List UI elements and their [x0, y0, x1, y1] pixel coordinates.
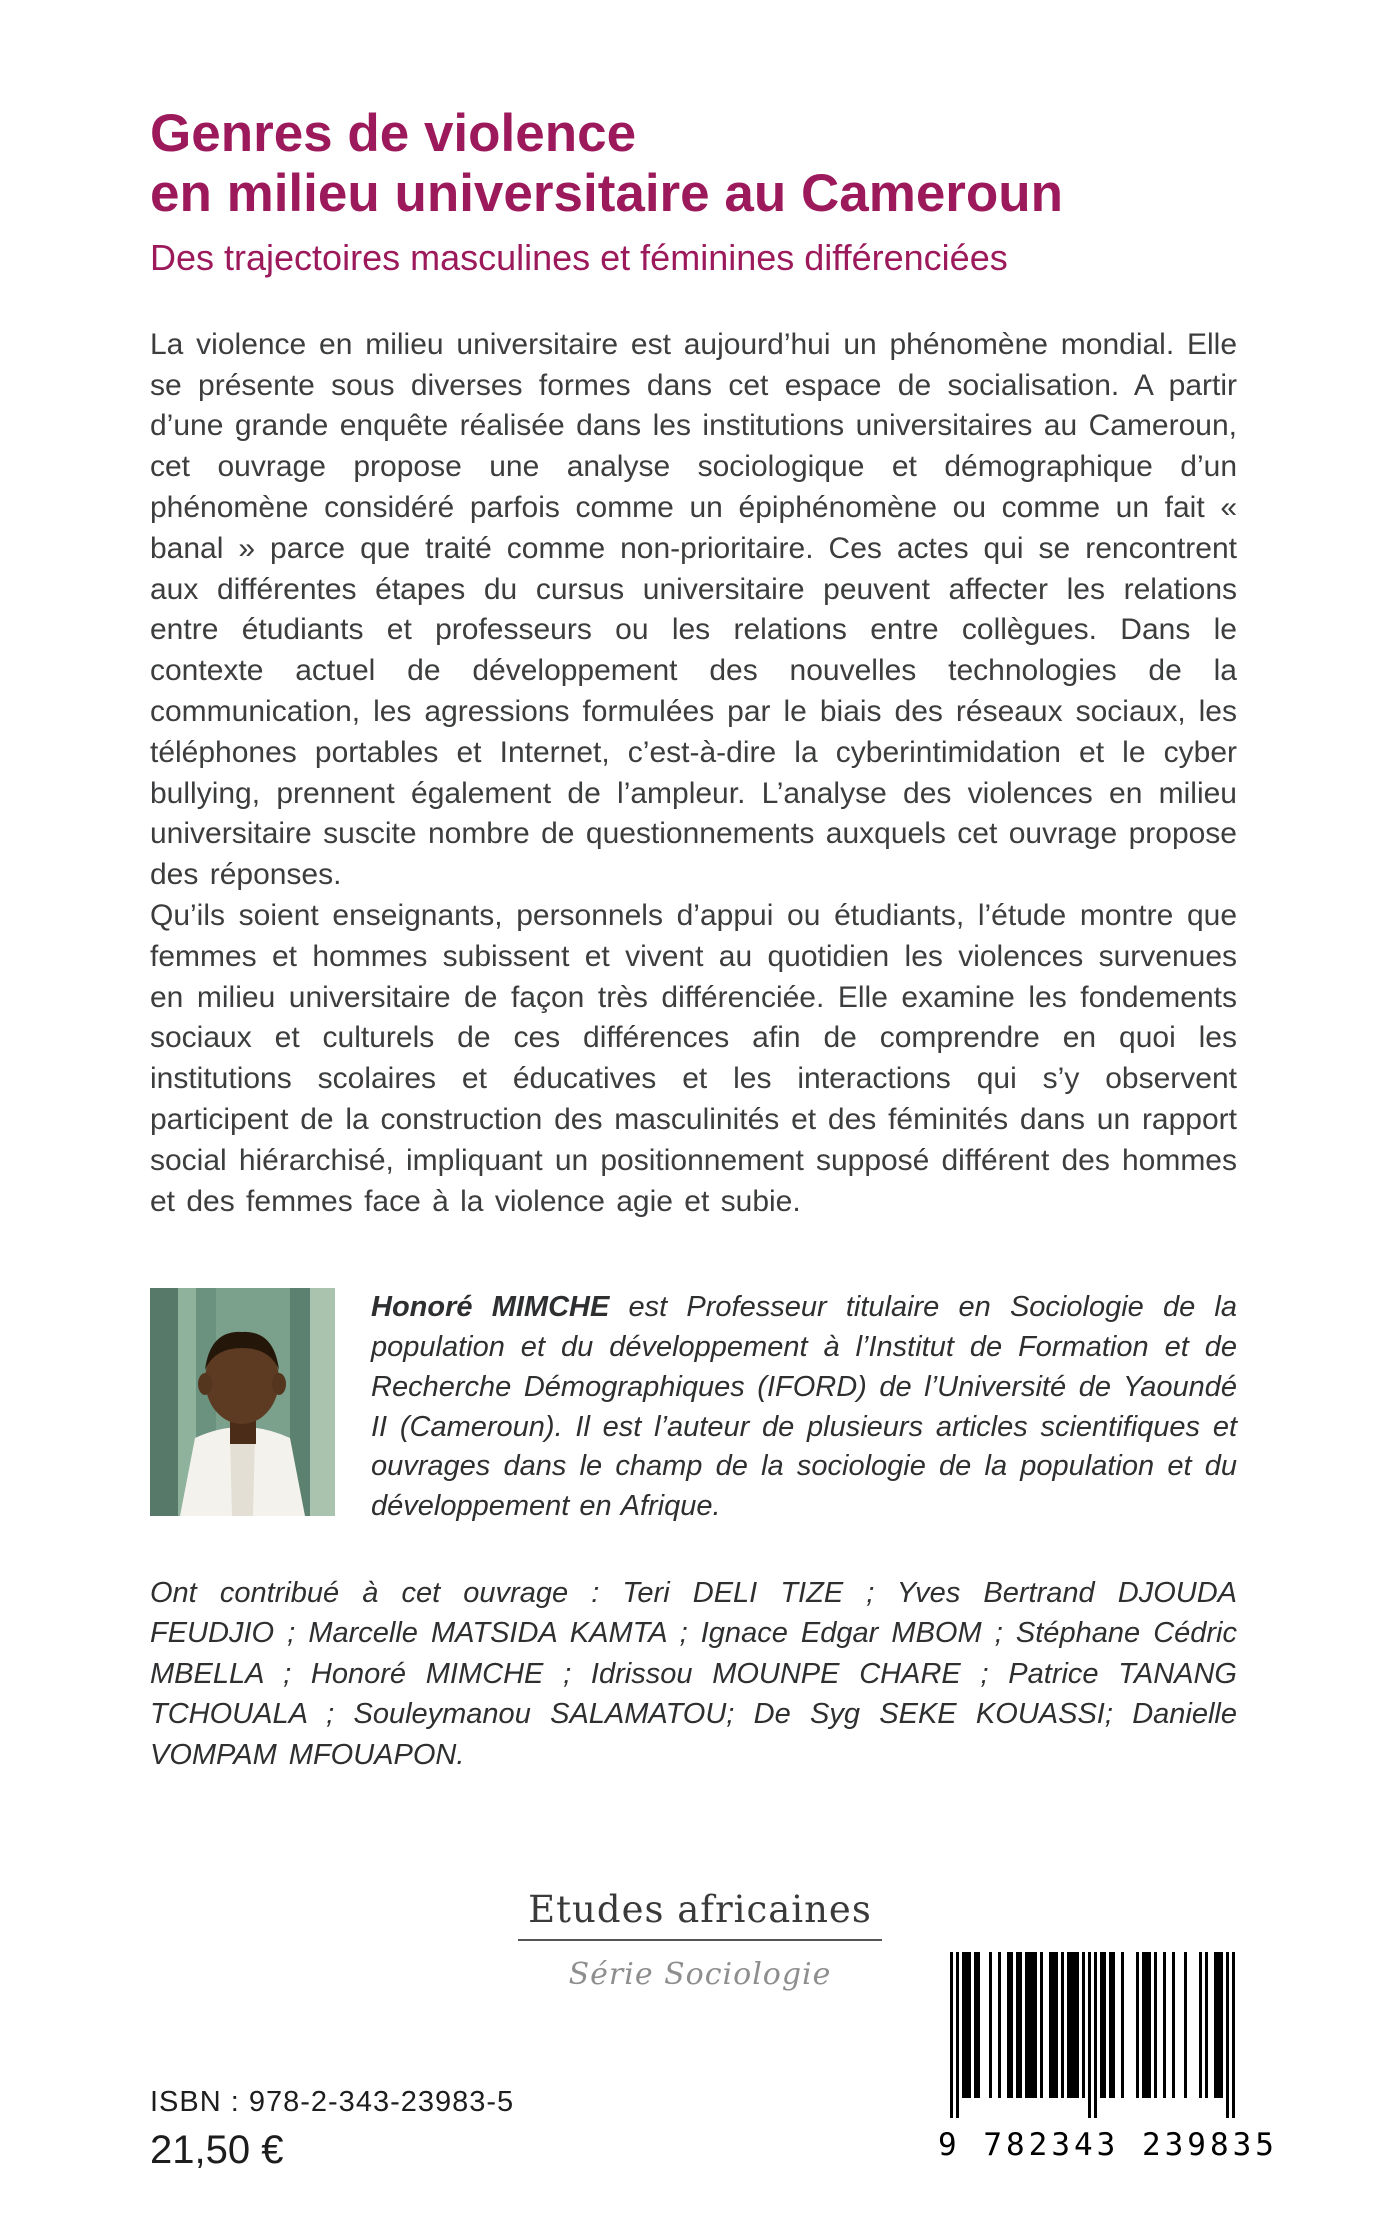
- author-name: Honoré MIMCHE: [371, 1291, 610, 1324]
- isbn-text: ISBN : 978-2-343-23983-5: [150, 2086, 515, 2118]
- back-cover-description: [150, 325, 1237, 1223]
- book-subtitle: Des trajectoires masculines et féminines différenciées: [150, 236, 1008, 278]
- author-photo: [150, 1288, 335, 1516]
- book-title-line2: en milieu universitaire au Cameroun: [150, 164, 1064, 224]
- author-bio-body: est Professeur titulaire en Sociologie de la population et du développement à l’Institut de Formation et de Recherche Démographiques (IFORD) de l’Université de Yaoundé II (Cameroun). Il est l’auteur de plusieurs articles scientifiques et ouvrages dans le champ de la sociologie de la population et du développement en Afrique.: [371, 1291, 1237, 1522]
- author-photo-image: [150, 1288, 335, 1516]
- contributors-text: Ont contribué à cet ouvrage : Teri DELI TIZE ; Yves Bertrand DJOUDA FEUDJIO ; Marcelle MATSIDA KAMTA ; Ignace Edgar MBOM ; Stéphane Cédric MBELLA ; Honoré MIMCHE ; Idrissou MOUNPE CHARE ; Patrice TANANG TCHOUALA ; Souleymanou SALAMATOU; De Syg SEKE KOUASSI; Danielle VOMPAM MFOUAPON.: [150, 1576, 1237, 1772]
- barcode-number: 9 782343 239835: [938, 2127, 1278, 2163]
- description-paragraph: Qu’ils soient enseignants, personnels d’appui ou étudiants, l’étude montre que femmes et hommes subissent et vivent au quotidien les violences survenues en milieu universitaire de façon très différenciée. Elle examine les fondements sociaux et culturels de ces différences afin de comprendre en quoi les institutions scolaires et éducatives et les interactions qui s’y observent participent de la construction des masculinités et des féminités dans un rapport social hiérarchisé, impliquant un positionnement supposé différent des hommes et des femmes face à la violence agie et subie.: [150, 898, 1237, 1218]
- barcode-bars: [943, 1952, 1243, 2118]
- author-bio-text: [371, 1288, 1237, 1526]
- barcode: [938, 1952, 1278, 2182]
- book-title: [150, 104, 1237, 225]
- description-paragraph: La violence en milieu universitaire est aujourd’hui un phénomène mondial. Elle se présente sous diverses formes dans cet espace de socialisation. A partir d’une grande enquête réalisée dans les institutions universitaires au Cameroun, cet ouvrage propose une analyse sociologique et démographique d’un phénomène considéré parfois comme un épiphénomène ou comme un fait « banal » parce que traité comme non-prioritaire. Ces actes qui se rencontrent aux différentes étapes du cursus universitaire peuvent affecter les relations entre étudiants et professeurs ou les relations entre collègues. Dans le contexte actuel de développement des nouvelles technologies de la communication, les agressions formulées par le biais des réseaux sociaux, les téléphones portables et Internet, c’est-à-dire la cyberintimidation et le cyber bullying, prennent également de l’ampleur. L’analyse des violences en milieu universitaire suscite nombre de questionnements auxquels cet ouvrage propose des réponses.: [150, 327, 1237, 892]
- collection-name: Etudes africaines: [518, 1888, 882, 1941]
- price-text: 21,50 €: [150, 2128, 284, 2172]
- book-title-line1: Genres de violence: [150, 104, 637, 163]
- author-bio-section: [150, 1288, 1237, 1526]
- series-name: Série Sociologie: [568, 1957, 832, 1992]
